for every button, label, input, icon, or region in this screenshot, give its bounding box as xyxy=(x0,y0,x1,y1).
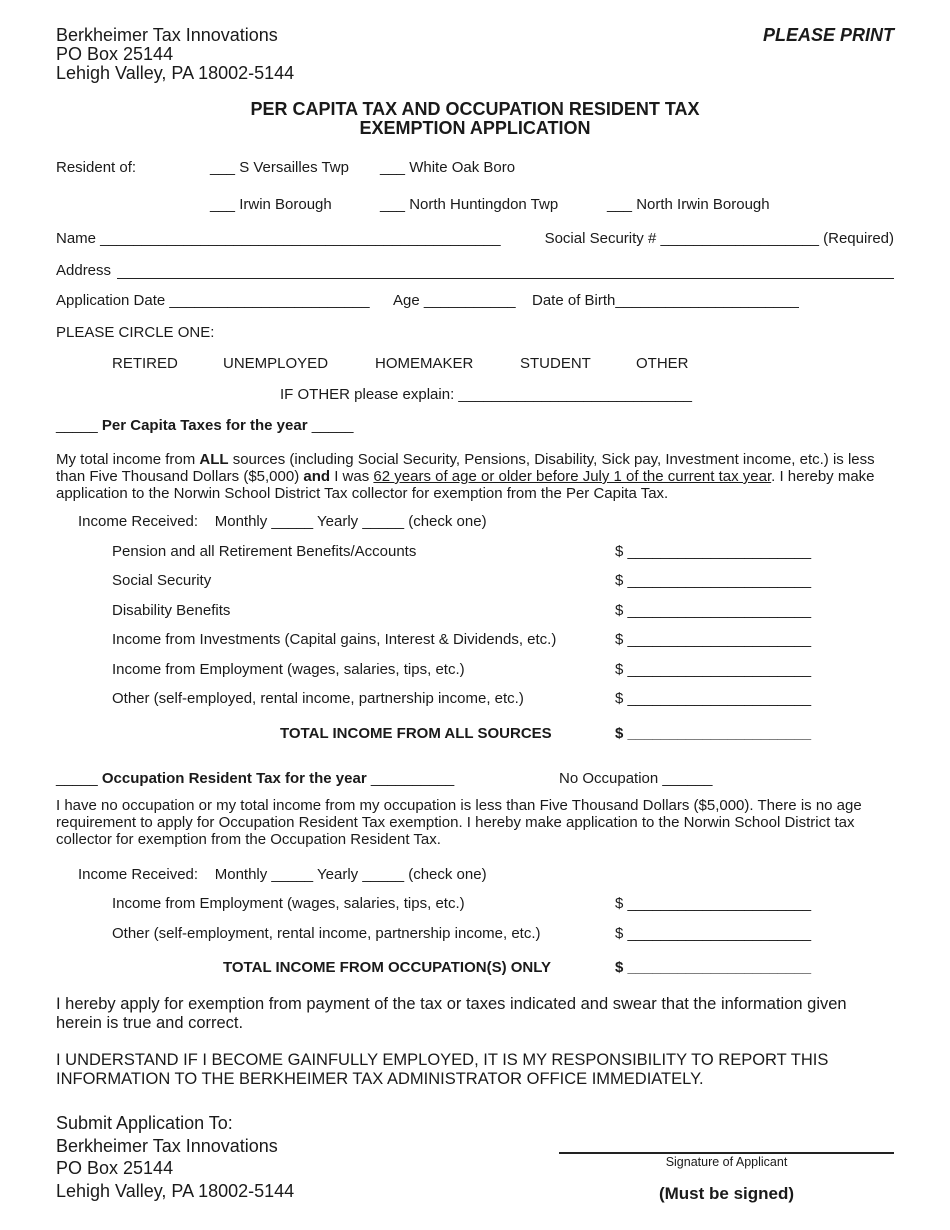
status-retired[interactable]: RETIRED xyxy=(112,355,178,372)
per-capita-income-received[interactable]: Income Received: Monthly _____ Yearly _____ (check one) xyxy=(78,513,487,530)
status-unemployed[interactable]: UNEMPLOYED xyxy=(223,355,329,372)
pc-amount-other[interactable]: $ ______________________ xyxy=(615,690,812,707)
status-student[interactable]: STUDENT xyxy=(520,355,591,372)
statement-text-2: sources (including Social Security, Pensions, Disability, Sick pay, Investment income, etc.) is less than Five Thousand Dollars ($5,000) xyxy=(56,451,875,485)
occ-amount-other[interactable]: $ ______________________ xyxy=(615,925,812,942)
occupation-heading-text: Occupation Resident Tax for the year xyxy=(101,770,367,787)
occupation-heading[interactable] xyxy=(56,770,454,787)
pc-amount-social-security[interactable]: $ ______________________ xyxy=(615,572,812,589)
submit-city: Lehigh Valley, PA 18002-5144 xyxy=(56,1180,295,1201)
resident-option-irwin[interactable]: ___ Irwin Borough xyxy=(210,196,332,213)
pc-item-investments: Income from Investments (Capital gains, Interest & Dividends, etc.) xyxy=(112,631,557,648)
date-of-birth-field[interactable]: Date of Birth______________________ xyxy=(532,292,799,309)
form-title-line1: PER CAPITA TAX AND OCCUPATION RESIDENT TAX xyxy=(250,99,700,119)
form-title-line2: EXEMPTION APPLICATION xyxy=(359,118,591,138)
statement-text-1: My total income from xyxy=(56,451,200,468)
company-po-box: PO Box 25144 xyxy=(56,44,174,64)
per-capita-heading-text: Per Capita Taxes for the year xyxy=(101,417,308,434)
occ-total-amount[interactable]: $ ______________________ xyxy=(615,959,812,976)
submit-address-block xyxy=(56,1112,294,1202)
address-line[interactable] xyxy=(117,278,894,279)
submit-label: Submit Application To: xyxy=(56,1113,233,1133)
name-field[interactable]: Name ________________________________________________ xyxy=(56,230,501,247)
pc-item-employment: Income from Employment (wages, salaries, tips, etc.) xyxy=(112,661,465,678)
company-city: Lehigh Valley, PA 18002-5144 xyxy=(56,63,295,83)
form-title xyxy=(0,100,950,138)
pc-amount-employment[interactable]: $ ______________________ xyxy=(615,661,812,678)
occupation-statement: I have no occupation or my total income from my occupation is less than Five Thousand Dollars ($5,000). There is no age requirement to apply for Occupation Resident Tax exemption. I hereby make application to the Norwin School District tax collector for exemption from the Occupation Resident Tax. xyxy=(56,797,862,848)
occupation-check-blank[interactable]: _____ xyxy=(56,770,102,787)
must-be-signed: (Must be signed) xyxy=(658,1184,795,1203)
submit-company: Berkheimer Tax Innovations xyxy=(56,1135,278,1156)
submit-po-box: PO Box 25144 xyxy=(56,1158,174,1178)
statement-age-requirement: 62 years of age or older before July 1 of the current tax year xyxy=(373,468,772,485)
pc-item-other: Other (self-employed, rental income, partnership income, etc.) xyxy=(112,690,524,707)
resident-option-north-irwin[interactable]: ___ North Irwin Borough xyxy=(607,196,770,213)
pc-amount-disability[interactable]: $ ______________________ xyxy=(615,602,812,619)
company-name: Berkheimer Tax Innovations xyxy=(56,25,278,45)
pc-total-amount[interactable]: $ ______________________ xyxy=(615,725,812,742)
per-capita-heading[interactable] xyxy=(56,417,353,434)
occupation-income-received[interactable]: Income Received: Monthly _____ Yearly _____ (check one) xyxy=(78,866,487,883)
please-print-label: PLEASE PRINT xyxy=(762,25,894,45)
resident-option-s-versailles[interactable]: ___ S Versailles Twp xyxy=(210,159,349,176)
resident-option-white-oak[interactable]: ___ White Oak Boro xyxy=(380,159,516,176)
occupation-year-blank[interactable]: __________ xyxy=(366,770,455,787)
pc-total-label: TOTAL INCOME FROM ALL SOURCES xyxy=(280,725,552,742)
if-other-field[interactable]: IF OTHER please explain: ____________________________ xyxy=(280,386,692,403)
no-occupation-field[interactable]: No Occupation ______ xyxy=(559,770,713,787)
age-field[interactable]: Age ___________ xyxy=(393,292,516,309)
pc-item-social-security: Social Security xyxy=(112,572,212,589)
status-other[interactable]: OTHER xyxy=(636,355,689,372)
address-label: Address xyxy=(56,262,112,279)
statement-all: ALL xyxy=(199,451,229,468)
declaration-text: I hereby apply for exemption from payment of the tax or taxes indicated and swear that the information given herein is true and correct. xyxy=(56,995,847,1032)
statement-and: and xyxy=(303,468,331,485)
application-date-field[interactable]: Application Date ________________________ xyxy=(56,292,370,309)
occ-amount-employment[interactable]: $ ______________________ xyxy=(615,895,812,912)
pc-amount-investments[interactable]: $ ______________________ xyxy=(615,631,812,648)
per-capita-check-blank[interactable]: _____ xyxy=(56,417,102,434)
pc-amount-pension[interactable]: $ ______________________ xyxy=(615,543,812,560)
occ-total-label: TOTAL INCOME FROM OCCUPATION(S) ONLY xyxy=(223,959,552,976)
occ-item-employment: Income from Employment (wages, salaries, tips, etc.) xyxy=(112,895,465,912)
per-capita-year-blank[interactable]: _____ xyxy=(307,417,354,434)
pc-item-pension: Pension and all Retirement Benefits/Accounts xyxy=(112,543,417,560)
resident-label: Resident of: xyxy=(56,159,137,176)
status-homemaker[interactable]: HOMEMAKER xyxy=(375,355,474,372)
circle-one-label: PLEASE CIRCLE ONE: xyxy=(56,324,215,341)
ssn-field[interactable]: Social Security # ___________________ (Required) xyxy=(544,230,894,247)
resident-option-north-huntingdon[interactable]: ___ North Huntingdon Twp xyxy=(380,196,559,213)
employment-notice: I UNDERSTAND IF I BECOME GAINFULLY EMPLOYED, IT IS MY RESPONSIBILITY TO REPORT THIS INFORMATION TO THE BERKHEIMER TAX ADMINISTRATOR OFFICE IMMEDIATELY. xyxy=(56,1051,829,1088)
statement-text-3: I was xyxy=(330,468,374,485)
signature-label: Signature of Applicant xyxy=(665,1155,788,1169)
per-capita-statement xyxy=(56,451,896,502)
statement-text-4: . I hereby make application to the Norwin School District Tax collector for exemption from the Per Capita Tax. xyxy=(56,468,875,502)
pc-item-disability: Disability Benefits xyxy=(112,602,231,619)
occ-item-other: Other (self-employment, rental income, partnership income, etc.) xyxy=(112,925,541,942)
signature-line[interactable] xyxy=(559,1152,894,1154)
